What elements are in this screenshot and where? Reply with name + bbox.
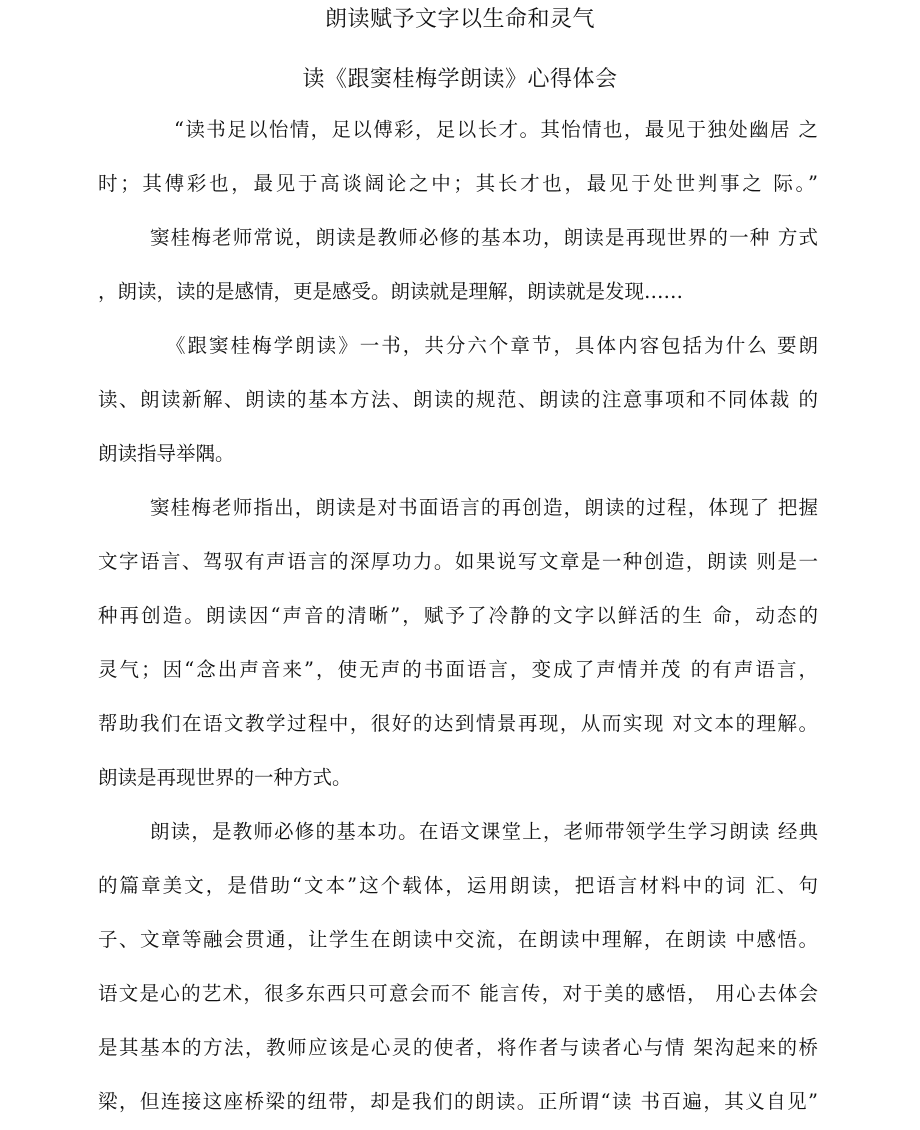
paragraph-line: 文字语言、驾驭有声语言的深厚功力。如果说写文章是一种创造，朗读 则是一 — [98, 550, 818, 573]
paragraph-line: 《跟窦桂梅学朗读》一书，共分六个章节，具体内容包括为什么 要朗 — [166, 334, 818, 357]
paragraph-line: 朗读是再现世界的一种方式。 — [98, 766, 352, 789]
paragraph-line: 子、文章等融会贯通，让学生在朗读中交流，在朗读中理解，在朗读 中感悟。 — [98, 928, 818, 951]
paragraph-line: 是其基本的方法，教师应该是心灵的使者，将作者与读者心与情 架沟起来的桥 — [98, 1036, 818, 1059]
paragraph-line: 窦桂梅老师常说，朗读是教师必修的基本功，朗读是再现世界的一种 方式 — [150, 226, 818, 249]
paragraph-line: 梁，但连接这座桥梁的纽带，却是我们的朗读。正所谓“读 书百遍，其义自见” — [98, 1090, 818, 1113]
paragraph-line: “读书足以怡情，足以傅彩，足以长才。其怡情也，最见于独处幽居 之 — [174, 118, 818, 141]
paragraph-line: 读、朗读新解、朗读的基本方法、朗读的规范、朗读的注意事项和不同体裁 的 — [98, 388, 818, 411]
document-subtitle: 读《跟窦桂梅学朗读》心得体会 — [302, 67, 618, 92]
paragraph-line: 朗读指导举隅。 — [98, 442, 235, 465]
paragraph-line: 灵气；因“念出声音来”，使无声的书面语言，变成了声情并茂 的有声语言， — [98, 658, 818, 681]
paragraph-line: ，朗读，读的是感情，更是感受。朗读就是理解，朗读就是发现…… — [98, 280, 684, 303]
paragraph-line: 时；其傅彩也，最见于高谈阔论之中；其长才也，最见于处世判事之 际。” — [98, 172, 818, 195]
paragraph-line: 窦桂梅老师指出，朗读是对书面语言的再创造，朗读的过程，体现了 把握 — [150, 496, 818, 519]
document-title: 朗读赋予文字以生命和灵气 — [324, 7, 595, 32]
paragraph-line: 朗读，是教师必修的基本功。在语文课堂上，老师带领学生学习朗读 经典 — [150, 820, 818, 843]
paragraph-line: 种再创造。朗读因“声音的清晰”，赋予了冷静的文字以鲜活的生 命，动态的 — [98, 604, 818, 627]
paragraph-line: 的篇章美文，是借助“文本”这个载体，运用朗读，把语言材料中的词 汇、句 — [98, 874, 818, 897]
paragraph-line: 帮助我们在语文教学过程中，很好的达到情景再现，从而实现 对文本的理解。 — [98, 712, 818, 735]
paragraph-line: 语文是心的艺术，很多东西只可意会而不 能言传，对于美的感悟， 用心去体会 — [98, 982, 818, 1005]
